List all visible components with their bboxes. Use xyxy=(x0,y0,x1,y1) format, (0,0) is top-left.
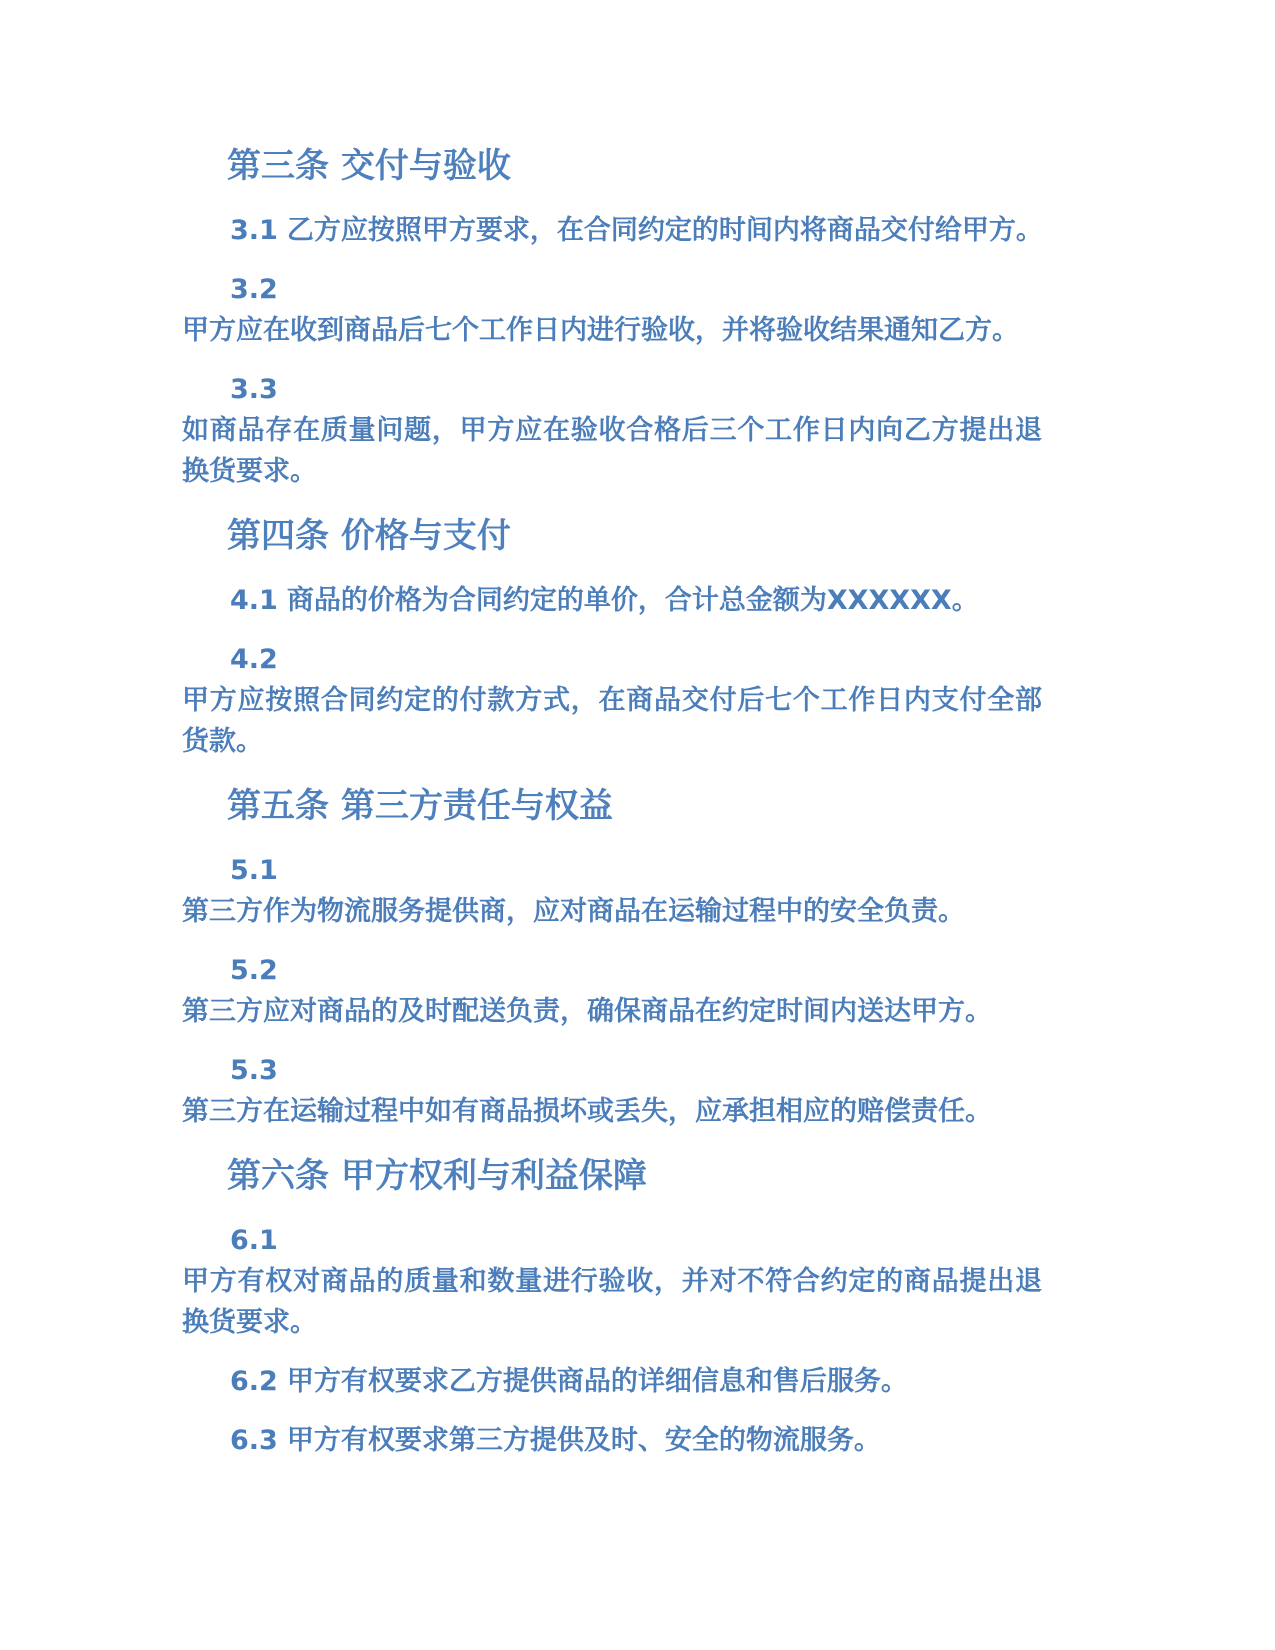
clause-text: 第三方在运输过程中如有商品损坏或丢失，应承担相应的赔偿责任。 xyxy=(182,1096,992,1127)
section-5 xyxy=(182,780,1275,1132)
clause-text: 如商品存在质量问题，甲方应在验收合格后三个工作日内向乙方提出退换货要求。 xyxy=(182,415,1042,487)
clause-6-1 xyxy=(182,1220,1275,1343)
clause-6-2 xyxy=(182,1361,1082,1402)
clause-number: 5.1 xyxy=(230,855,278,886)
clause-number: 4.2 xyxy=(230,644,278,675)
clause-text: 第三方应对商品的及时配送负责，确保商品在约定时间内送达甲方。 xyxy=(182,996,992,1027)
clause-3-2 xyxy=(182,269,1275,351)
clause-number: 3.1 xyxy=(230,215,278,246)
section-heading: 第三条 交付与验收 xyxy=(227,146,511,186)
clause-text: 乙方应按照甲方要求，在合同约定的时间内将商品交付给甲方。 xyxy=(286,215,1043,246)
section-4 xyxy=(182,510,1275,762)
section-heading: 第五条 第三方责任与权益 xyxy=(227,786,613,826)
section-6 xyxy=(182,1150,1275,1461)
clause-3-1 xyxy=(182,210,1082,251)
clause-4-1 xyxy=(182,580,1082,621)
clause-6-3 xyxy=(182,1420,1082,1461)
clause-text: 甲方应按照合同约定的付款方式，在商品交付后七个工作日内支付全部货款。 xyxy=(182,685,1042,757)
clause-number: 6.2 xyxy=(230,1366,278,1397)
clause-5-1 xyxy=(182,850,1275,932)
clause-number: 5.3 xyxy=(230,1055,278,1086)
clause-number: 6.1 xyxy=(230,1225,278,1256)
clause-text: 商品的价格为合同约定的单价，合计总金额为XXXXXX。 xyxy=(286,585,979,616)
clause-number: 6.3 xyxy=(230,1425,278,1456)
clause-5-2 xyxy=(182,950,1275,1032)
section-heading: 第四条 价格与支付 xyxy=(227,516,511,556)
section-heading: 第六条 甲方权利与利益保障 xyxy=(227,1156,647,1196)
clause-text: 甲方有权要求乙方提供商品的详细信息和售后服务。 xyxy=(286,1366,908,1397)
clause-text: 甲方有权要求第三方提供及时、安全的物流服务。 xyxy=(286,1425,881,1456)
clause-5-3 xyxy=(182,1050,1275,1132)
clause-number: 4.1 xyxy=(230,585,278,616)
clause-4-2 xyxy=(182,639,1275,762)
clause-3-3 xyxy=(182,369,1275,492)
clause-text: 甲方应在收到商品后七个工作日内进行验收，并将验收结果通知乙方。 xyxy=(182,315,1019,346)
clause-number: 3.3 xyxy=(230,374,278,405)
clause-number: 3.2 xyxy=(230,274,278,305)
clause-text: 第三方作为物流服务提供商，应对商品在运输过程中的安全负责。 xyxy=(182,896,965,927)
section-3 xyxy=(182,140,1275,492)
clause-text: 甲方有权对商品的质量和数量进行验收，并对不符合约定的商品提出退换货要求。 xyxy=(182,1266,1042,1338)
clause-number: 5.2 xyxy=(230,955,278,986)
